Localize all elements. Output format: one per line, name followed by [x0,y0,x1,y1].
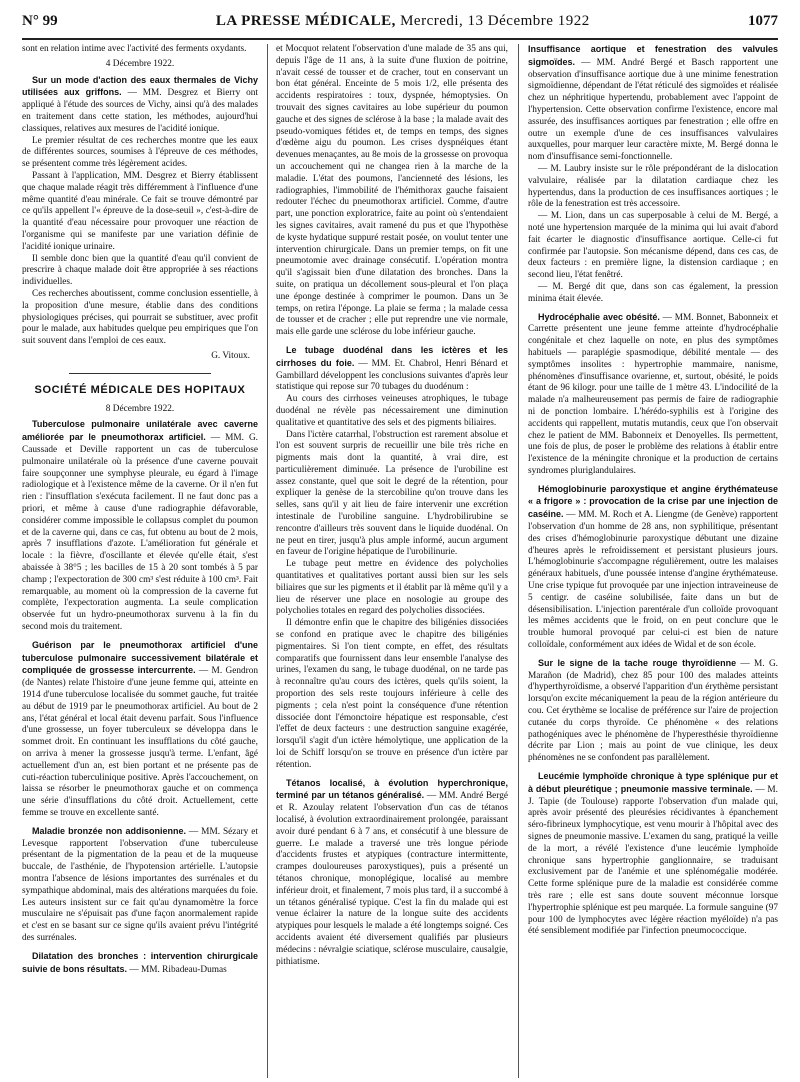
article-title: Dilatation des bronches : intervention chirurgicale suivie de bons résultats. [22,950,258,974]
author-signature: G. Vitoux. [211,350,250,361]
journal-name: LA PRESSE MÉDICALE, [215,12,396,29]
article-title: Insuffisance aortique et fenestration des valvules sigmoïdes. [528,44,778,67]
article-text: — M. Gendron (de Nantes) relate l'histoire d'une jeune femme qui, atteinte en 1914 d'une tuberculose localisée du sommet gauche, fut traitée au début de 1919 par le pneumothorax artificiel. Au bout de 2 ans, l'état général et local était devenu parfait. Sous l'influence d'une grossesse, un foyer tuberculeux se développa dans le sommet droit. En continuant les insufflations du côté gauche, on arriva à mener la grossesse jusqu'à terme. L'enfant, âgé actuellement d'un an, est bien portant et ne présente pas de cuti-réaction tuberculinique positive. Après l'accouchement, on laissa se résorber le pneumothorax gauche et on commença une série d'insufflations du côté droit. Actuellement, cette femme se trouve en excellente santé. [22,666,258,818]
article-paragraph [276,778,508,969]
article-text: — M. G. Marañon (de Madrid), chez 85 pour 100 des malades atteints d'hyperthyroïdisme, a observé l'apparition d'un érythème persistant lorsqu'on excite mécaniquement la peau de la région antérieure du cou. Cet érythème se localise de préférence sur l'aire de projection cutanée du corps thyroïde. Ce phénomène « des relations pathogéniques avec le phénomène de l'hyperesthésie thyroïdienne décrite par Lion ; mais au point de vue clinique, les deux phénomènes ne se confondent pas parallèlement. [528,658,778,764]
article-title: Tuberculose pulmonaire unilatérale avec caverne améliorée par le pneumothorax artificiel. [22,419,258,443]
article-title: Sur un mode d'action des eaux thermales de Vichy utilisées aux griffons. [22,74,258,98]
article-text: — MM. Bonnet, Babonneix et Carrette présentent une jeune femme atteinte d'hydrocéphalie congénitale et chez laquelle on note, en plus des symptômes habituels — paraplégie spasmodique, débilité mentale — des symptômes insolites : hypertrophie mammaire, nanisme, phénomènes d'insuffisance ovarienne, et, surtout, obésité, le poids étant de 96 kilogr. pour une taille de 1 mètre 43. L'indocilité de la malade n'a malheureusement pas permis de faire de radiographie ni de ponction lombaire. L'hérédo-syphilis est à l'origine des accidents qui rappellent, mutatis mutandis, ceux que l'on observait chez le patient de MM. Babonneix et Denoyelles. Ils permettent, une fois de plus, de poser le problème des relations à établir entre l'existence de la méningite chronique et la production de certains syndromes pluriglandulaires. [528,312,778,476]
paragraph: Il démontre enfin que le chapitre des biligénies dissociées se confond en pratique avec le chapitre des biligénies pigmentaires. Si l'on tient compte, en effet, des résultats comparatifs que fournissent dans leur ensemble l'analyse des urines, l'examen du sang, le tubage duodénal, on ne tarde pas à reconnaître qu'au cours des ictères, quels qu'ils soient, la proportion des sels reste toujours inférieure à celle des pigments ; cela n'est point la conséquence d'une rétention dissociée dont l'émonctoire hépatique est responsable, c'est l'effet de deux facteurs : une destruction sanguine exagérée, lorsqu'il s'agit d'un ictère hémolytique, une application de la loi de Schiff lorsqu'on se trouve en présence d'un ictère par rétention. [276,618,508,770]
article-text: — MM. Ribadeau-Dumas [127,964,227,975]
article-text: — MM. André Bergé et R. Azoulay relatent l'observation d'un cas de tétanos localisé, à évolution extraordinairement prolongée, paraissant avoir duré pendant 6 à 7 ans, et consécutif à une blessure de guerre. Le malade a traversé une très longue période d'accidents frustes et atypiques (contracture intermittente, crampes douloureuses paroxystiques), puis a présenté un tétanos chronique, monoplégique, localisé au membre inférieur droit, et finalement, 7 mois plus tard, il a succombé à un tétanos généralisé typique. C'est la fin du malade qui est venue éclairer la nature de la longue suite des accidents atypiques pour lesquels le malade a été longtemps soigné. Ces accidents avaient été diversement qualifiés par plusieurs médecins : névralgie sciatique, sclérose musculaire, causalgie, pithiatisme. [276,791,508,967]
article-title: Tétanos localisé, à évolution hyperchronique, terminé par un tétanos généralisé. [276,777,508,801]
article-paragraph [528,771,778,938]
header-rule [22,38,778,40]
article-text: — MM. Et. Chabrol, Henri Bénard et Gambillard développent les conclusions suivantes d'après leur statistique qui repose sur 70 tubages du duodénum : [276,358,508,393]
column-3 [528,44,778,1078]
article-paragraph [276,345,508,394]
column-2 [276,44,508,1078]
paragraph: Il semble donc bien que la quantité d'eau qu'il convient de prescrire à chaque malade doit être appropriée à ses réactions individuelles. [22,253,258,288]
article-title: Sur le signe de la tache rouge thyroïdienne [538,657,737,668]
article-paragraph [22,826,258,945]
paragraph: Dans l'ictère catarrhal, l'obstruction est rarement absolue et l'on est souvent surpris de recueillir une bile très riche en pigments mais dont la quantité, à vrai dire, est particulièrement diminuée. La présence de l'urobiline est assez constante, quel que soit le degré de la rétention, pour expliquer la genèse de la stercobiline qu'on trouve dans les selles, sans qu'il y ait lieu de faire intervenir une excrétion intestinale de l'urobiline sanguine. L'hydrobilirubine se rencontre d'ailleurs très souvent dans le liquide duodénal. On ne peut en tirer, jusqu'à plus ample informé, aucun argument en faveur de l'origine hépatique de l'urobilinurie. [276,429,508,558]
section-divider [69,373,211,374]
article-text: — MM. André Bergé et Basch rapportent une observation d'insuffisance aortique due à une minime fenestration sigmoïdienne, dépendant de l'état réticulé des sigmoïdes et réalisée chez un néphritique hypertendu, probablement avec l'appoint de l'hypertension. Cette observation confirme l'existence, encore mal assurée, des insuffisances aortiques par fenestration ; elle offre en outre un exemple d'une de ces insuffisances valvulaires auxquelles, pour marquer leur caractère mixte, M. Bergé donna le nom d'insuffisance semi-fonctionnelle. [528,57,778,163]
article-text: — MM. M. Roch et A. Liengme (de Genève) rapportent l'observation d'un homme de 28 ans, non syphilitique, présentant des crises d'hémoglobinurie paroxystique débutant une dizaine d'heures après le refroidissement et persistant plusieurs jours. L'hémoglobinurie s'accompagne régulièrement, outre les malaises généraux habituels, d'une poussée intense d'angine érythémateuse. Une crise typique fut provoquée par une injection intraveineuse de 5 centigr. de caséine solubilisée, faite dans un but de désensibilisation. L'injection parentérale d'un colloïde provoquant les mêmes accidents que le froid, on en peut conclure que le trouble humoral provoqué par celui-ci est bien de nature colloïdale, conformément aux idées de Widal et de son école. [528,510,778,651]
paragraph: Le premier résultat de ces recherches montre que les eaux de différentes sources, soumises à l'épreuve de ces méthodes, se présentent comme très légèrement acides. [22,135,258,170]
article-paragraph [22,640,258,820]
article-paragraph [528,312,778,478]
article-title: Le tubage duodénal dans les ictères et les cirrhoses du foie. [276,344,508,368]
issue-date: Mercredi, 13 Décembre 1922 [400,12,590,29]
article-paragraph [22,419,258,633]
paragraph: Au cours des cirrhoses veineuses atrophiques, le tubage duodénal ne révèle pas nécessairement une diminution qualitative et quantitative des sels et des pigments biliaires. [276,394,508,428]
paragraph: Passant à l'application, MM. Desgrez et Bierry établissent que chaque malade réagit très différemment à l'influence d'une même quantité d'eau minérale. Ce fait se trouve démontré par ce qu'ils appellent l'« épreuve de la dose-seuil », c'est-à-dire de la quantité d'eau nécessaire pour provoquer une réaction de l'organisme qui se manifeste par une variation définie de l'acidité ionique urinaire. [22,170,258,252]
session-date: 8 Décembre 1922. [105,403,175,414]
paragraph: Le tubage peut mettre en évidence des polycholies quantitatives et qualitatives portant aussi bien sur les sels biliaires que sur les pigments et il établit par là même qu'il y a lieu de réserver une place en nosologie au groupe des polycholies totales en regard des polycholies dissociées. [276,559,508,617]
column-divider [518,44,519,1078]
paragraph: et Mocquot relatent l'observation d'une malade de 35 ans qui, depuis l'âge de 11 ans, à la suite d'une fluxion de poitrine, n'avait cessé de tousser et de cracher, tout en conservant un bon état général. Enceinte de 5 mois 1/2, elle présenta des accidents respiratoires : toux, dyspnée, hémoptysies. On trouvait des signes cavitaires au lobe supérieur du poumon gauche et des signes de sclérose à la base ; la malade avait des pseudo-vomiques fétides et, de temps en temps, des signes d'œdème aigu du poumon. Les crises dyspnéiques étant devenues menaçantes, au 8e mois de la grossesse on provoqua un accouchement qui ne changea rien à la marche de la maladie. L'état des poumons, l'ancienneté des lésions, les radiographies, l'immobilité de l'hémithorax gauche faisaient redouter l'échec du pneumothorax artificiel. Comme, d'autre part, une ponction exploratrice, faite au point où s'entendaient les signes cavitaires, avait ramené du pus et que l'hypothèse de kyste hydatique suppuré restait posée, on voulut tenter une intervention chirurgicale. Dans un premier temps, on fit une pneumotomie avec drainage consécutif. L'opération montra qu'il s'agissait bien d'une dilatation des bronches. Dans la suite, on pratiqua un décollement sous-pleural et l'on plaça une éponge destinée à comprimer le poumon. Dans un 3e temps, on retira l'éponge. La plaie se ferma ; la malade cessa de tousser et de cracher ; elle put reprendre une vie normale, mais elle garde une sclérose du lobe inférieur gauche. [276,44,508,338]
page-number: 1077 [747,12,778,29]
article-text: — MM. Desgrez et Bierry ont appliqué à l'étude des sources de Vichy, ainsi qu'à des malades en traitement dans cette station, les méthodes, aujourd'hui classiques, relatives aux mesures de l'acidité ionique. [22,88,258,134]
issue-number: N° 99 [22,12,58,29]
article-title: Hydrocéphalie avec obésité. [538,311,660,322]
article-paragraph [528,484,778,652]
article-title: Maladie bronzée non addisonienne. [32,825,186,836]
article-paragraph [528,658,778,765]
paragraph: — M. Lion, dans un cas superposable à celui de M. Bergé, a noté une hypertension marquée de la minima qui lui avait d'abord fait écarter le diagnostic d'insuffisance aortique. Celle-ci fut confirmée par l'autopsie. Son mécanisme dépend, dans ces cas, de deux facteurs : en première ligne, la distension cardiaque ; en second lieu, l'état fenêtré. [528,211,778,281]
article-title: Leucémie lymphoïde chronique à type splénique pur et à début pleurétique ; pneumonie massive terminale. [528,771,778,794]
session-date: 4 Décembre 1922. [105,58,175,69]
paragraph: — M. Bergé dit que, dans son cas également, la pression minima était élevée. [528,281,778,304]
section-title: SOCIÉTÉ MÉDICALE DES HOPITAUX [34,383,246,396]
article-text: — MM. G. Caussade et Deville rapportent un cas de tuberculose pulmonaire unilatérale où la présence d'une caverne pouvait faire soupçonner une symphyse pleurale, eu égard à l'image radiologique et à l'existence même de la caverne. Or il n'en fut rien : l'insufflation s'exécuta facilement. Il ne faut donc pas a priori, et même à cause d'une radiographie défavorable, considérer comme impossible le collapsus complet du poumon et de la caverne qui, dans ce cas, fut obtenu au bout de 2 mois, après 7 insufflations d'azote. L'amélioration fut générale et locale : la fièvre, d'oscillante et élevée qu'elle était, s'est abaissée à 38°5 ; les bacilles de 15 à 20 sont tombés à 5 par champ ; l'expectoration de 300 cm³ s'est réduite à 100 cm³. Fait remarquable, au moment où la compression de la caverne fut complète, l'expectoration augmenta. La seule complication observée fut un hydro-pneumothorax survenu à la fin du second mois du traitement. [22,433,258,633]
paragraph: — M. Laubry insiste sur le rôle prépondérant de la dislocation valvulaire, réalisée par la dilatation cardiaque chez les hypertendus, dans la production de ces insuffisances aortiques ; le rôle de la fenestration est très accessoire. [528,163,778,210]
journal-title [216,13,590,30]
page-header [22,8,778,34]
paragraph: Ces recherches aboutissent, comme conclusion essentielle, à la proposition d'une mesure, établie dans des conditions physiologiques précises, qui pourrait se substituer, avec profit pour le malade, aux habitudes quelque peu empiriques que l'on suit souvent dans l'emploi de ces eaux. [22,288,258,347]
column-divider [267,44,268,1078]
article-paragraph [22,951,258,977]
article-text: — MM. Sézary et Levesque rapportent l'observation d'une tuberculeuse présentant de la pigmentation de la peau et de la muqueuse buccale, de l'asthénie, de l'hypotension artérielle. L'autopsie montra l'absence de lésions importantes des surrénales et du sympathique abdominal, mais des altérations marquées du foie. Les auteurs insistent sur ce fait qu'au dynamomètre la force musculaire ne s'épuisait pas d'une façon anormalement rapide et c'est en se basant sur ce signe qu'ils avaient prévu l'intégrité des surrénales. [22,826,258,943]
article-title: Hémoglobinurie paroxystique et angine érythémateuse « a frigore » : provocation de la crise par une injection de caséine. [528,483,778,520]
column-1 [22,44,258,1078]
article-paragraph [528,44,778,164]
article-title: Guérison par le pneumothorax artificiel d'une tuberculose pulmonaire successivement bilatérale et compliquée de grossesse intercurrente. [22,639,258,676]
article-text: — M. J. Tapie (de Toulouse) rapporte l'observation d'un malade qui, après avoir présenté des pleurésies récidivantes à épanchement séro-fibrineux lymphocytique, est venu mourir à l'hôpital avec des signes de pneumonie massive. L'examen du sang, pratiqué la veille de la mort, a révélé l'existence d'une leucémie lymphoïde chronique sans hypertrophie ganglionnaire, se traduisant exclusivement par de l'anémie et une splénomégalie modérée. Cette forme splénique pure de la maladie est considérée comme très rare ; elle est sans doute souvent méconnue lorsque l'hypertrophie splénique est peu marquée. La formule sanguine (97 pour 100 de lymphocytes avec légère réaction myéloïde) n'a pas été sensiblement modifiée par l'infection pneumococcique. [528,784,778,937]
article-paragraph [22,75,258,136]
paragraph: sont en relation intime avec l'activité des ferments oxydants. [22,44,247,54]
